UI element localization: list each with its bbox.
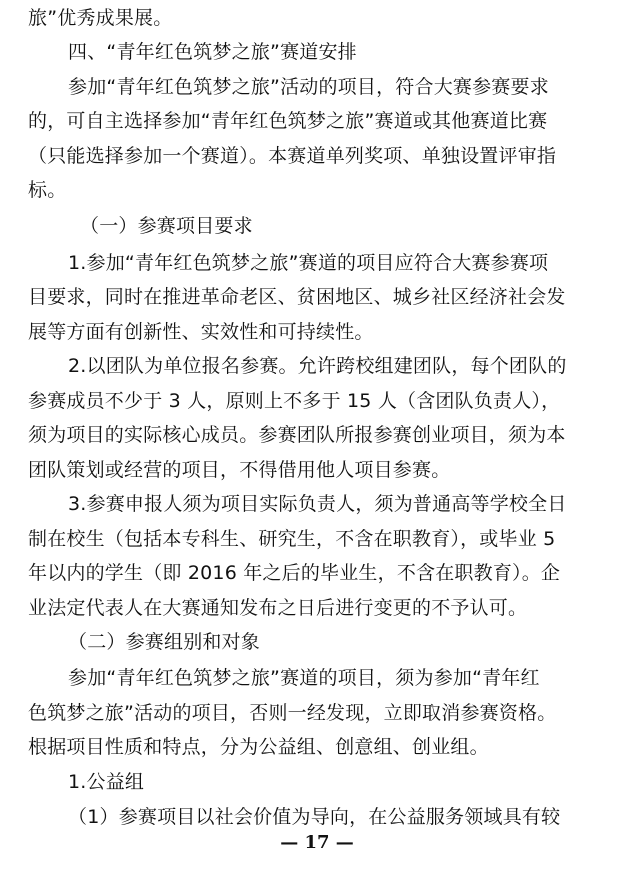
subsection-heading: 1.公益组 xyxy=(68,771,145,793)
text-line: 须为项目的实际核心成员。参赛团队所报参赛创业项目，须为本 xyxy=(28,424,566,446)
text-line: （1）参赛项目以社会价值为导向，在公益服务领域具有较 xyxy=(68,806,561,828)
text-line: 标。 xyxy=(28,179,67,201)
text-line: 参赛成员不少于 3 人，原则上不多于 15 人（含团队负责人）， xyxy=(28,390,561,412)
section-heading: 四、“青年红色筑梦之旅”赛道安排 xyxy=(68,41,357,63)
text-line: 业法定代表人在大赛通知发布之日后进行变更的不予认可。 xyxy=(28,597,528,619)
text-line: 参加“青年红色筑梦之旅”赛道的项目，须为参加“青年红 xyxy=(68,667,540,689)
text-line: 制在校生（包括本专科生、研究生，不含在职教育），或毕业 5 xyxy=(28,528,556,550)
text-line: 年以内的学生（即 2016 年之后的毕业生，不含在职教育）。企 xyxy=(28,562,561,584)
text-line: （只能选择参加一个赛道）。本赛道单列奖项、单独设置评审指 xyxy=(28,145,557,167)
subsection-heading: （二）参赛组别和对象 xyxy=(68,631,261,653)
text-line: 的，可自主选择参加“青年红色筑梦之旅”赛道或其他赛道比赛 xyxy=(28,110,548,132)
text-line: 2.以团队为单位报名参赛。允许跨校组建团队，每个团队的 xyxy=(68,355,567,377)
text-line: 色筑梦之旅”活动的项目，否则一经发现，立即取消参赛资格。 xyxy=(28,702,557,724)
subsection-heading: （一）参赛项目要求 xyxy=(80,215,253,237)
page-number: — 17 — xyxy=(280,832,354,853)
text-line: 根据项目性质和特点，分为公益组、创意组、创业组。 xyxy=(28,736,489,758)
text-line: 1.参加“青年红色筑梦之旅”赛道的项目应符合大赛参赛项 xyxy=(68,252,549,274)
text-line: 参加“青年红色筑梦之旅”活动的项目，符合大赛参赛要求 xyxy=(68,76,549,98)
text-line: 旅”优秀成果展。 xyxy=(28,7,173,29)
text-line: 展等方面有创新性、实效性和可持续性。 xyxy=(28,321,374,343)
text-line: 3.参赛申报人须为项目实际负责人，须为普通高等学校全日 xyxy=(68,493,567,515)
text-line: 目要求，同时在推进革命老区、贫困地区、城乡社区经济社会发 xyxy=(28,286,566,308)
text-line: 团队策划或经营的项目，不得借用他人项目参赛。 xyxy=(28,459,451,481)
